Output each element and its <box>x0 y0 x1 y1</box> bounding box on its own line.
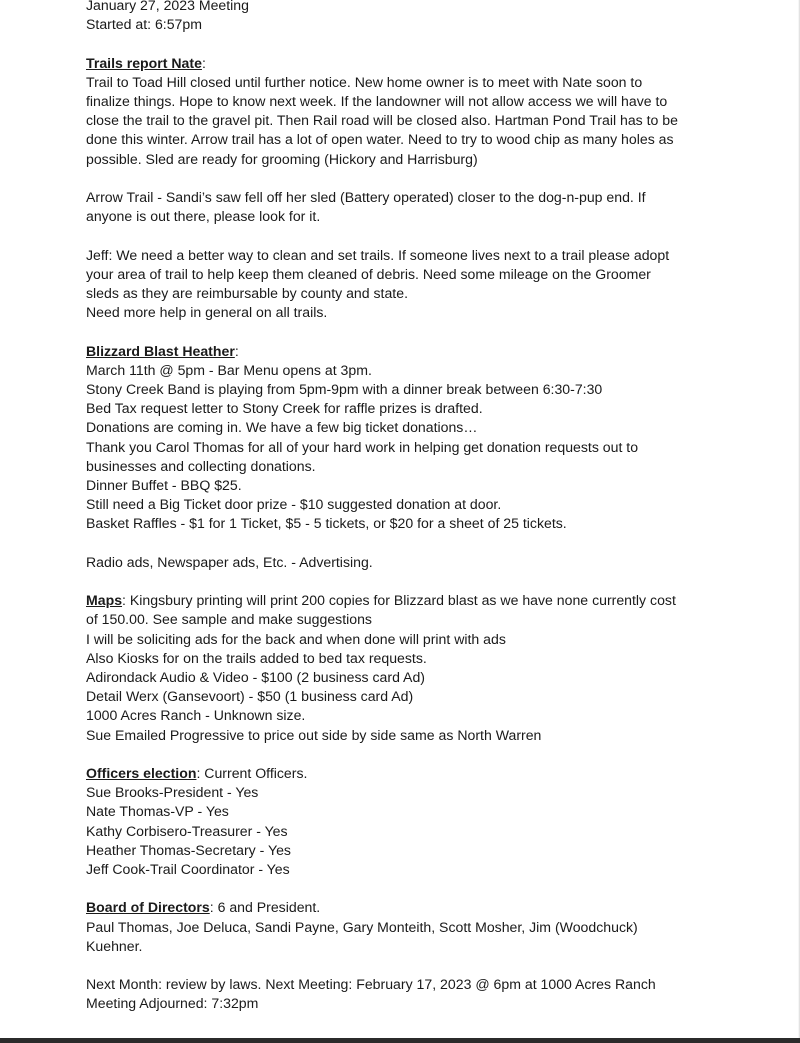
advertising-note <box>86 553 706 572</box>
jeff-note-line: sleds as they are reimbursable by county and state. <box>86 285 408 301</box>
trails-report-heading-colon: : <box>201 54 206 71</box>
board-of-directors-section <box>86 898 706 956</box>
jeff-note-line: Jeff: We need a better way to clean and set trails. If someone lives next to a trail please adopt <box>86 246 670 263</box>
board-line: Kuehner. <box>86 937 143 954</box>
trails-report-heading <box>86 54 706 73</box>
blizzard-blast-heading <box>86 342 706 361</box>
meeting-date: January 27, 2023 Meeting <box>86 0 249 13</box>
officers-heading-text: : Current Officers. <box>196 765 308 782</box>
meeting-header <box>86 0 706 34</box>
maps-line: 1000 Acres Ranch - Unknown size. <box>86 707 306 724</box>
officers-heading-label: Officers election <box>86 765 197 782</box>
maps-heading-text: : Kingsbury printing will print 200 copies for Blizzard blast as we have none currently cost <box>122 592 676 609</box>
jeff-note-line: Need more help in general on all trails. <box>86 304 328 321</box>
arrow-trail-line: Arrow Trail - Sandi’s saw fell off her sled (Battery operated) closer to the dog-n-pup end. If <box>86 189 646 205</box>
maps-heading-line <box>86 591 706 610</box>
closing-section <box>86 975 706 1013</box>
board-heading-text: : 6 and President. <box>209 899 321 916</box>
maps-line: Sue Emailed Progressive to price out side by side same as North Warren <box>86 726 542 743</box>
blizzard-blast-line: Donations are coming in. We have a few big ticket donations… <box>86 419 478 436</box>
blizzard-blast-heading-label: Blizzard Blast Heather <box>86 342 235 359</box>
trails-report-section <box>86 54 706 169</box>
blizzard-blast-line: Dinner Buffet - BBQ $25. <box>86 477 242 494</box>
blizzard-blast-line: Bed Tax request letter to Stony Creek for raffle prizes is drafted. <box>86 400 483 417</box>
blizzard-blast-line: Thank you Carol Thomas for all of your hard work in helping get donation requests out to <box>86 438 639 455</box>
trails-report-line: close the trail to the gravel pit. Then Rail road will be closed also. Hartman Pond Trail has to be <box>86 112 678 129</box>
maps-line: Adirondack Audio & Video - $100 (2 business card Ad) <box>86 669 425 686</box>
maps-line: Detail Werx (Gansevoort) - $50 (1 business card Ad) <box>86 688 414 705</box>
board-line: Paul Thomas, Joe Deluca, Sandi Payne, Gary Monteith, Scott Mosher, Jim (Woodchuck) <box>86 918 638 935</box>
meeting-start-time: Started at: 6:57pm <box>86 16 202 33</box>
blizzard-blast-heading-colon: : <box>234 342 239 359</box>
adjourned-line: Meeting Adjourned: 7:32pm <box>86 995 259 1012</box>
blizzard-blast-line: March 11th @ 5pm - Bar Menu opens at 3pm. <box>86 361 372 378</box>
trails-report-heading-label: Trails report Nate <box>86 54 202 71</box>
trails-report-line: done this winter. Arrow trail has a lot of open water. Need to try to wood chip as many holes as <box>86 131 674 148</box>
maps-line: I will be soliciting ads for the back and when done will print with ads <box>86 630 506 647</box>
officer-line: Heather Thomas-Secretary - Yes <box>86 841 291 858</box>
officers-election-section <box>86 764 706 879</box>
trails-report-line: Trail to Toad Hill closed until further notice. New home owner is to meet with Nate soon to <box>86 73 643 90</box>
trails-report-line: finalize things. Hope to know next week. If the landowner will not allow access we will have to <box>86 93 668 109</box>
jeff-note <box>86 246 706 323</box>
board-heading-label: Board of Directors <box>86 899 210 916</box>
blizzard-blast-line: Still need a Big Ticket door prize - $10 suggested donation at door. <box>86 496 502 513</box>
officer-line: Jeff Cook-Trail Coordinator - Yes <box>86 861 290 878</box>
blizzard-blast-line: Basket Raffles - $1 for 1 Ticket, $5 - 5 tickets, or $20 for a sheet of 25 tickets. <box>86 515 567 532</box>
maps-line: Also Kiosks for on the trails added to bed tax requests. <box>86 649 427 666</box>
trails-report-line: possible. Sled are ready for grooming (Hickory and Harrisburg) <box>86 150 478 167</box>
officer-line: Kathy Corbisero-Treasurer - Yes <box>86 822 288 839</box>
meeting-minutes <box>86 0 706 1033</box>
arrow-trail-note <box>86 188 706 226</box>
maps-heading-label: Maps <box>86 592 123 609</box>
officers-heading-line <box>86 764 706 783</box>
maps-line: of 150.00. See sample and make suggestions <box>86 611 372 628</box>
page-bottom-border <box>0 1038 800 1043</box>
arrow-trail-line: anyone is out there, please look for it. <box>86 208 321 225</box>
next-meeting-line: Next Month: review by laws. Next Meeting: February 17, 2023 @ 6pm at 1000 Acres Ranch <box>86 976 656 993</box>
officer-line: Nate Thomas-VP - Yes <box>86 803 229 820</box>
jeff-note-line: your area of trail to help keep them cleaned of debris. Need some mileage on the Groomer <box>86 265 651 282</box>
board-heading-line <box>86 898 706 917</box>
advertising-line: Radio ads, Newspaper ads, Etc. - Advertising. <box>86 553 373 570</box>
blizzard-blast-line: Stony Creek Band is playing from 5pm-9pm with a dinner break between 6:30-7:30 <box>86 381 603 397</box>
blizzard-blast-section <box>86 342 706 534</box>
officer-line: Sue Brooks-President - Yes <box>86 784 259 801</box>
blizzard-blast-line: businesses and collecting donations. <box>86 457 316 474</box>
maps-section <box>86 591 706 745</box>
